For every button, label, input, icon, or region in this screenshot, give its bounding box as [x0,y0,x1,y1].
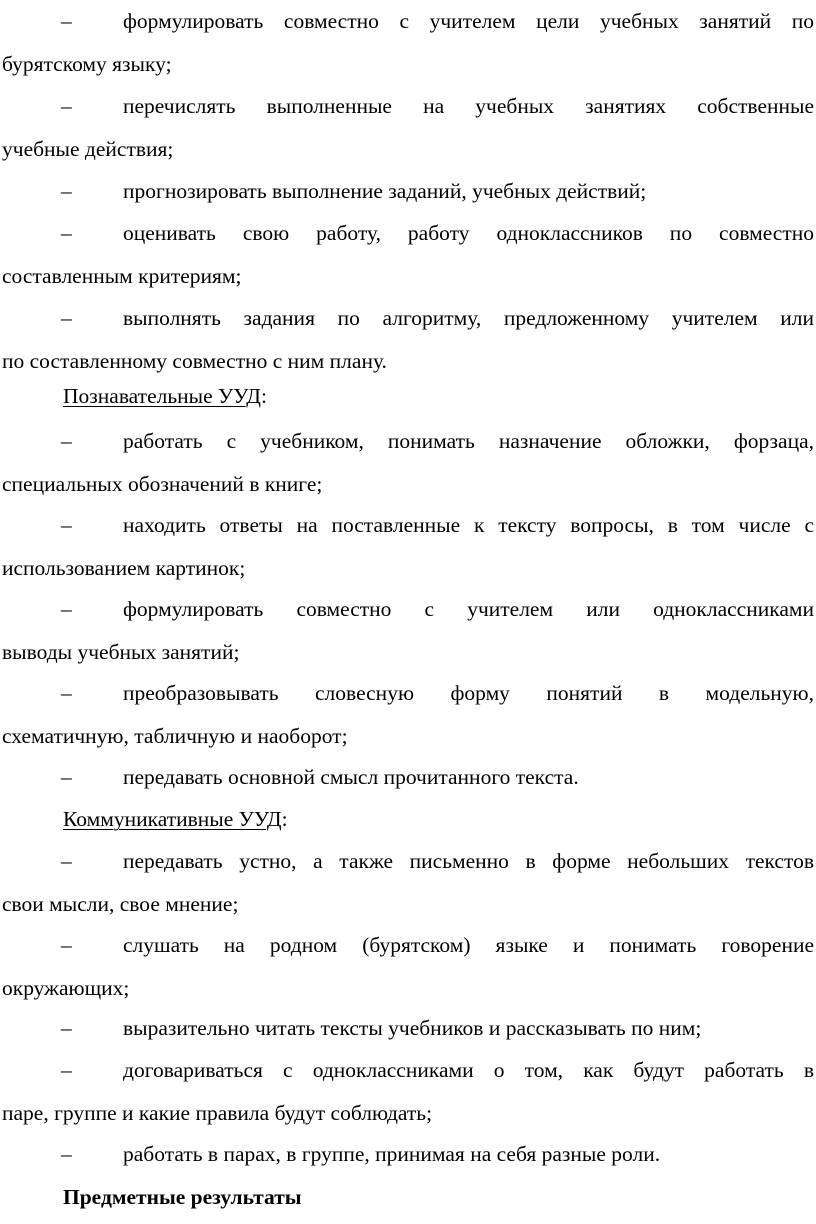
list-item [2,1133,814,1176]
list-item-continuation: по составленному совместно с ним плану. [2,348,387,373]
section-heading-colon: : [260,384,267,408]
list-item-continuation: бурятскому языку; [2,51,172,76]
list-item-text: выразительно читать тексты учебников и рассказывать по ним; [123,1016,702,1040]
list-item-continuation: составленным критериям; [2,263,242,288]
list-item [2,504,814,589]
list-dash: – [61,597,72,621]
list-dash: – [61,429,72,453]
list-item-continuation: выводы учебных занятий; [2,639,240,664]
list-item-continuation: использованием картинок; [2,555,246,580]
list-item [2,0,814,85]
list-item-text: передавать основной смысл прочитанного текста. [123,765,579,789]
list-item-text: передавать устно, а также письменно в форме небольших текстов [123,849,814,873]
section-heading-cognitive [63,375,267,418]
list-item [2,1049,814,1134]
list-item-text: находить ответы на поставленные к тексту вопросы, в том числе с [123,513,814,537]
list-item-text: договариваться с одноклассниками о том, как будут работать в [123,1058,814,1082]
list-dash: – [61,306,72,330]
list-item-text: прогнозировать выполнение заданий, учебных действий; [123,179,647,203]
list-dash: – [61,849,72,873]
list-item [2,756,814,799]
list-item [2,297,814,382]
list-item-text: слушать на родном (бурятском) языке и понимать говорение [123,933,814,957]
list-item-continuation: учебные действия; [2,136,174,161]
list-item [2,1007,814,1050]
list-item-continuation: специальных обозначений в книге; [2,471,323,496]
list-item-continuation: паре, группе и какие правила будут соблюдать; [2,1100,433,1125]
list-item [2,170,814,213]
list-item-text: преобразовывать словесную форму понятий в модельную, [123,681,814,705]
section-heading-text: Коммуникативные УУД [63,807,282,831]
list-item [2,672,814,757]
list-item-continuation: схематичную, табличную и наоборот; [2,723,348,748]
list-dash: – [61,221,72,245]
list-item-continuation: свои мысли, свое мнение; [2,891,239,916]
list-item [2,588,814,673]
list-item-text: перечислять выполненные на учебных занятиях собственные [123,94,814,118]
list-item [2,840,814,925]
list-item-text: формулировать совместно с учителем цели учебных занятий по [123,9,814,33]
section-heading-colon: : [281,807,288,831]
list-dash: – [61,681,72,705]
list-dash: – [61,1016,72,1040]
list-item [2,85,814,170]
list-item-text: работать в парах, в группе, принимая на себя разные роли. [123,1142,661,1166]
list-item [2,924,814,1009]
list-item [2,212,814,297]
list-dash: – [61,1142,72,1166]
list-dash: – [61,179,72,203]
list-dash: – [61,9,72,33]
list-item-text: выполнять задания по алгоритму, предложенному учителем или [123,306,814,330]
list-dash: – [61,94,72,118]
list-item-text: работать с учебником, понимать назначение обложки, форзаца, [123,429,814,453]
list-item-continuation: окружающих; [2,975,130,1000]
list-dash: – [61,1058,72,1082]
section-heading-text: Познавательные УУД [63,384,261,408]
list-dash: – [61,513,72,537]
list-dash: – [61,933,72,957]
list-item [2,420,814,505]
list-item-text: оценивать свою работу, работу одноклассников по совместно [123,221,814,245]
section-heading-subject-results: Предметные результаты [63,1185,302,1209]
list-dash: – [61,765,72,789]
list-item-text: формулировать совместно с учителем или одноклассниками [123,597,814,621]
section-heading-communicative [63,798,288,841]
